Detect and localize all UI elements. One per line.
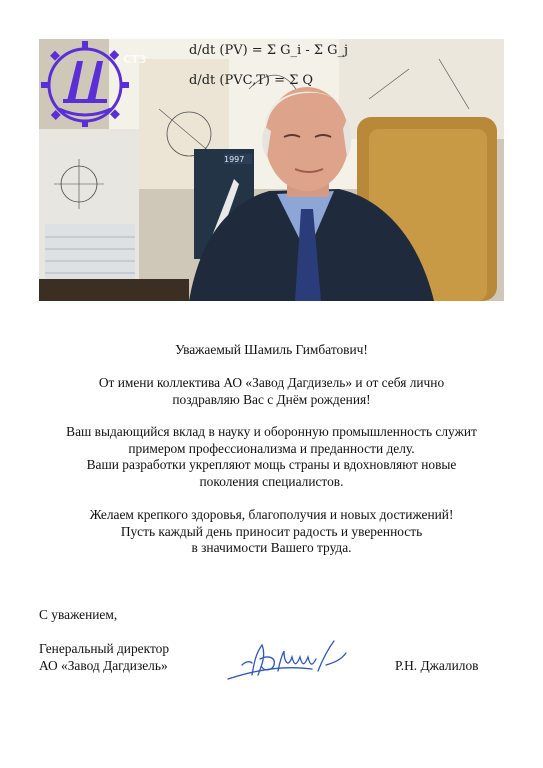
paragraph-line: поколения специалистов. (199, 473, 344, 489)
greeting (0, 342, 543, 359)
header-photo (39, 39, 504, 301)
paragraph-line: Пусть каждый день приносит радость и уверенность (120, 523, 423, 539)
paragraph-congratulations (0, 375, 543, 408)
signatory-company: АО «Завод Дагдизель» (39, 658, 168, 673)
closing-regards: С уважением, (39, 607, 118, 622)
logo-text: СТЗ (123, 53, 147, 66)
paragraph-line: Желаем крепкого здоровья, благополучия и новых достижений! (89, 507, 454, 522)
paragraph-line: в значимости Вашего труда. (191, 540, 352, 555)
paragraph-line: Ваши разработки укрепляют мощь страны и вдохновляют новые (86, 457, 457, 472)
signatory-name: Р.Н. Джалилов (395, 658, 479, 673)
greeting-text: Уважаемый Шамиль Гимбатович! (175, 342, 368, 357)
board-formula-1: d/dt (PV) = Σ G_i - Σ G_j (189, 43, 349, 58)
paragraph-line: примером профессионализма и преданности делу. (128, 440, 415, 456)
board-formula-2: d/dt (PVC,T) = Σ Q (189, 73, 314, 88)
paragraph-line: От имени коллектива АО «Завод Дагдизель» и от себя лично (98, 375, 445, 390)
paragraph-line: Ваш выдающийся вклад в науку и оборонную промышленность служит (66, 424, 477, 439)
handwritten-signature (222, 635, 362, 687)
board-year: 1997 (224, 155, 245, 164)
paragraph-wishes (0, 507, 543, 557)
paragraph-line: поздравляю Вас с Днём рождения! (172, 391, 371, 407)
company-logo (39, 39, 147, 127)
paragraph-contribution (0, 424, 543, 490)
signatory-position: Генеральный директор (39, 641, 170, 656)
